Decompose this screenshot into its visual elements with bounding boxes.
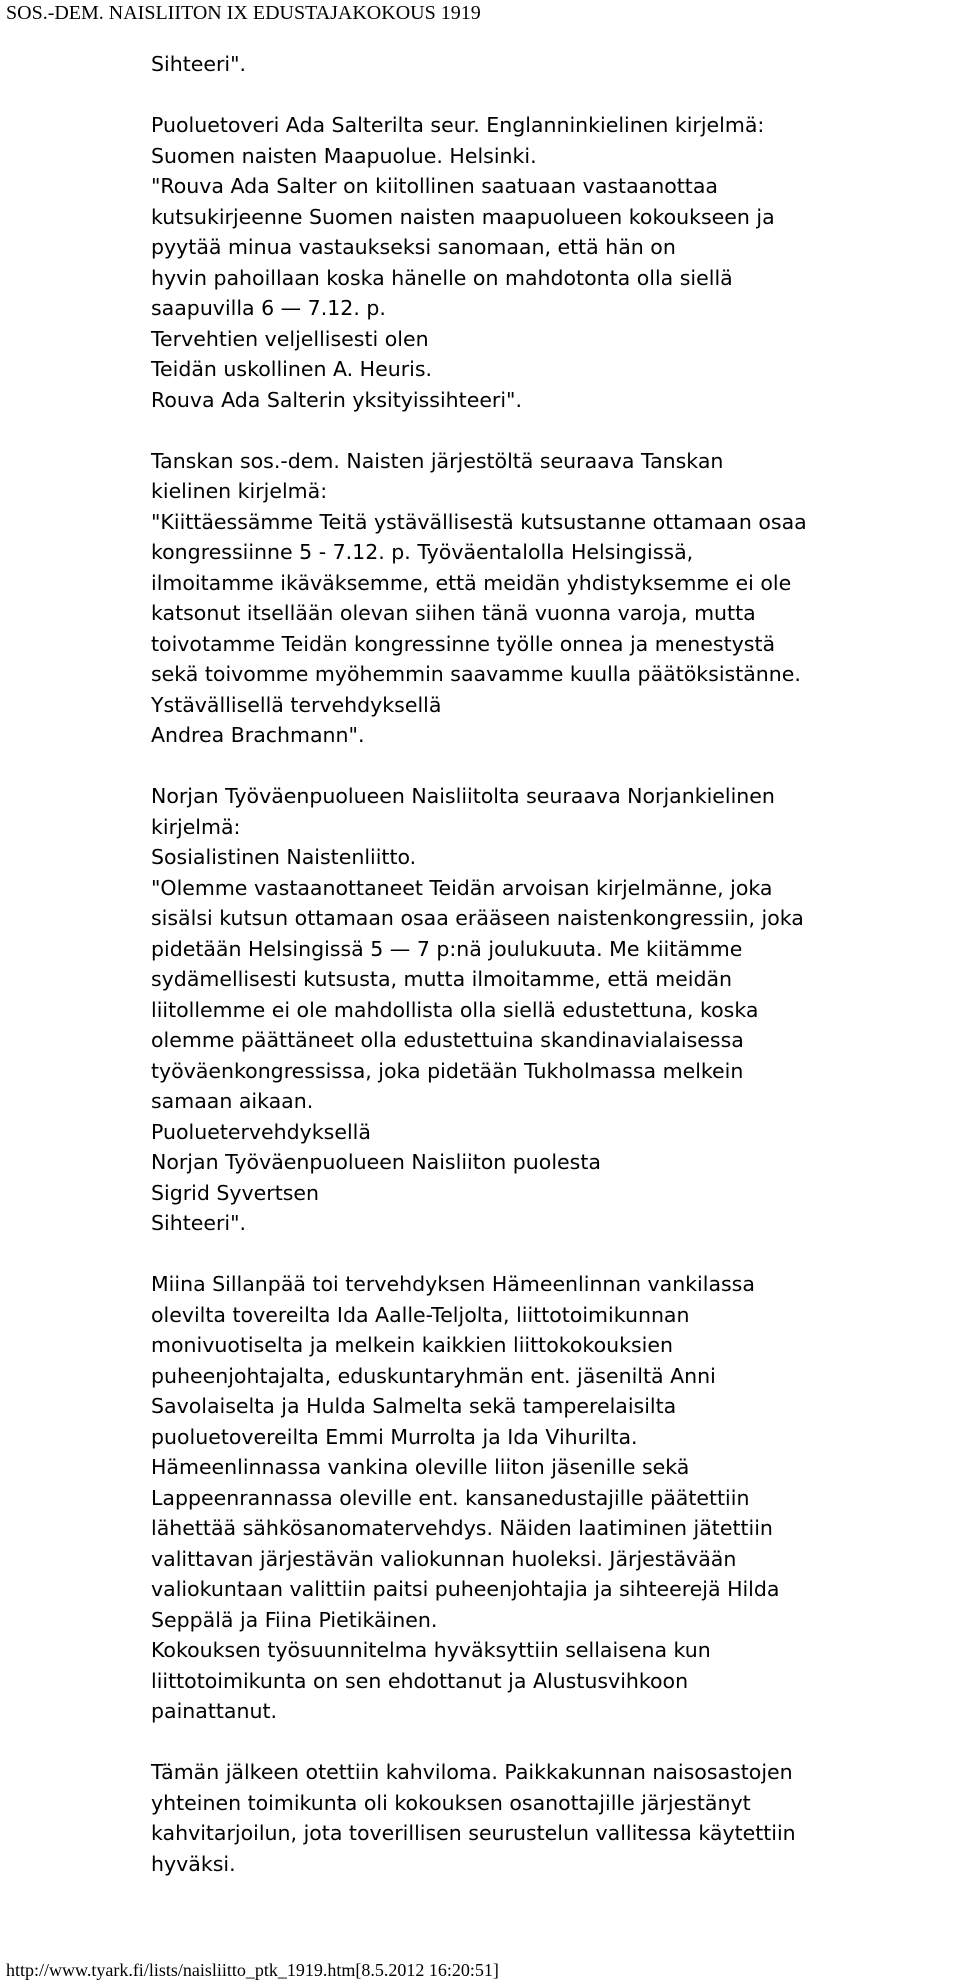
text-line: pyytää minua vastaukseksi sanomaan, että hän on (151, 235, 676, 259)
text-line: sekä toivomme myöhemmin saavamme kuulla päätöksistänne. (151, 662, 801, 686)
text-line: lähettää sähkösanomatervehdys. Näiden laatiminen jätettiin (151, 1516, 773, 1540)
text-line: "Rouva Ada Salter on kiitollinen saatuaan vastaanottaa (151, 174, 718, 198)
text-line: Tanskan sos.-dem. Naisten järjestöltä seuraava Tanskan (151, 448, 724, 473)
text-line: katsonut itsellään olevan siihen tänä vuonna varoja, mutta (151, 601, 756, 625)
text-line: hyväksi. (151, 1851, 236, 1876)
text-line: Teidän uskollinen A. Heuris. (151, 357, 433, 381)
paragraph (151, 49, 951, 80)
text-line: sisälsi kutsun ottamaan osaa erääseen naistenkongressiin, joka (151, 906, 804, 930)
text-line: "Kiittäessämme Teitä ystävällisestä kutsustanne ottamaan osaa (151, 509, 807, 534)
text-line: Miina Sillanpää toi tervehdyksen Hämeenlinnan vankilassa (151, 1272, 755, 1296)
text-line: valiokuntaan valittiin paitsi puheenjohtajia ja sihteerejä Hilda (151, 1577, 780, 1601)
text-line: Lappeenrannassa oleville ent. kansanedustajille päätettiin (151, 1485, 750, 1510)
page-footer-url: http://www.tyark.fi/lists/naisliitto_ptk_1919.htm[8.5.2012 16:20:51] (6, 1960, 499, 1980)
text-line: Tervehtien veljellisesti olen (151, 326, 429, 351)
text-line: olevilta tovereilta Ida Aalle-Teljolta, liittotoimikunnan (151, 1302, 690, 1327)
paragraph (151, 446, 951, 751)
text-line: pidetään Helsingissä 5 — 7 p:nä joulukuuta. Me kiitämme (151, 936, 743, 961)
text-line: Norjan Työväenpuolueen Naisliiton puolesta (151, 1150, 601, 1174)
text-line: kirjelmä: (151, 814, 241, 839)
page-header: SOS.-DEM. NAISLIITON IX EDUSTAJAKOKOUS 1919 (6, 2, 481, 24)
text-line: painattanut. (151, 1699, 278, 1723)
text-line: Savolaiselta ja Hulda Salmelta sekä tamperelaisilta (151, 1394, 677, 1418)
text-line: Sihteeri". (151, 52, 247, 76)
text-line: liittotoimikunta on sen ehdottanut ja Alustusvihkoon (151, 1668, 689, 1693)
paragraph (151, 1269, 951, 1727)
text-line: kongressiinne 5 - 7.12. p. Työväentalolla Helsingissä, (151, 540, 694, 564)
text-line: kutsukirjeenne Suomen naisten maapuolueen kokoukseen ja (151, 204, 775, 229)
text-line: Rouva Ada Salterin yksityissihteeri". (151, 387, 523, 412)
text-line: Kokouksen työsuunnitelma hyväksyttiin sellaisena kun (151, 1638, 711, 1662)
text-line: puoluetovereilta Emmi Murrolta ja Ida Vihurilta. (151, 1424, 638, 1449)
text-line: kielinen kirjelmä: (151, 479, 328, 503)
text-line: Tämän jälkeen otettiin kahviloma. Paikkakunnan naisosastojen (151, 1760, 793, 1784)
text-line: Sosialistinen Naistenliitto. (151, 845, 417, 869)
text-line: kahvitarjoilun, jota toverillisen seurustelun vallitessa käytettiin (151, 1821, 796, 1845)
paragraph (151, 1757, 951, 1879)
text-line: "Olemme vastaanottaneet Teidän arvoisan kirjelmänne, joka (151, 875, 773, 900)
text-line: sydämellisesti kutsusta, mutta ilmoitamme, että meidän (151, 967, 733, 991)
text-line: Hämeenlinnassa vankina oleville liiton jäsenille sekä (151, 1455, 690, 1479)
text-line: Norjan Työväenpuolueen Naisliitolta seuraava Norjankielinen (151, 784, 775, 808)
text-line: monivuotiselta ja melkein kaikkien liittokokouksien (151, 1333, 673, 1357)
text-line: Puoluetervehdyksellä (151, 1119, 371, 1144)
paragraph (151, 781, 951, 1239)
text-line: hyvin pahoillaan koska hänelle on mahdotonta olla siellä (151, 265, 733, 290)
text-line: yhteinen toimikunta oli kokouksen osanottajille järjestänyt (151, 1790, 751, 1815)
text-line: samaan aikaan. (151, 1089, 314, 1113)
document-body (151, 49, 951, 1910)
text-line: Sigrid Syvertsen (151, 1180, 320, 1205)
text-line: Seppälä ja Fiina Pietikäinen. (151, 1607, 438, 1632)
paragraph (151, 110, 951, 415)
text-line: Sihteeri". (151, 1211, 247, 1235)
text-line: Ystävällisellä tervehdyksellä (151, 692, 442, 717)
text-line: valittavan järjestävän valiokunnan huoleksi. Järjestävään (151, 1546, 737, 1571)
text-line: Andrea Brachmann". (151, 723, 365, 747)
text-line: ilmoitamme ikäväksemme, että meidän yhdistyksemme ei ole (151, 570, 792, 595)
text-line: Suomen naisten Maapuolue. Helsinki. (151, 143, 537, 168)
text-line: Puoluetoveri Ada Salterilta seur. Englanninkielinen kirjelmä: (151, 113, 765, 137)
text-line: toivotamme Teidän kongressinne työlle onnea ja menestystä (151, 631, 776, 656)
text-line: liitollemme ei ole mahdollista olla siellä edustettuna, koska (151, 997, 759, 1022)
text-line: saapuvilla 6 — 7.12. p. (151, 296, 386, 320)
text-line: työväenkongressissa, joka pidetään Tukholmassa melkein (151, 1058, 744, 1083)
text-line: olemme päättäneet olla edustettuina skandinavialaisessa (151, 1028, 744, 1052)
text-line: puheenjohtajalta, eduskuntaryhmän ent. jäseniltä Anni (151, 1363, 716, 1388)
